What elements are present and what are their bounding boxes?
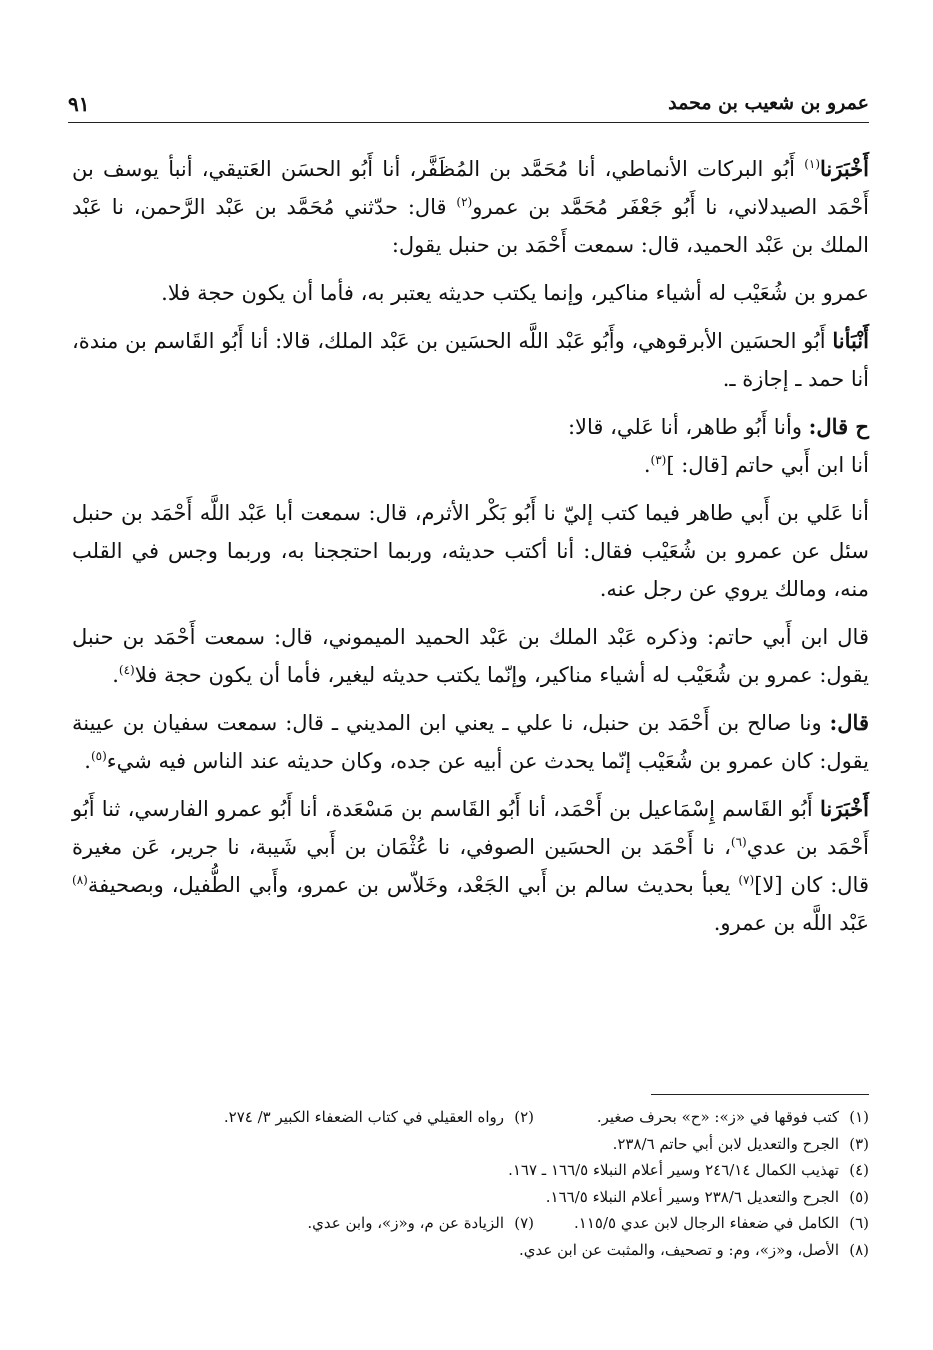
paragraph: [72, 408, 869, 446]
paragraph-text: يعبأ بحديث سالم بن أَبي الجَعْد، وخَلاّس بن عمرو، وأَبي الطُّفيل، وبصحيفة: [87, 873, 739, 897]
lead-word: قال:: [829, 710, 869, 735]
footnote-ref: (٧): [738, 873, 755, 887]
paragraph-text: أَبُو القَاسم إِسْمَاعيل بن أَحْمَد، أنا أَبُو القَاسم بن مَسْعَدة، أنا أَبُو عمرو الفارسي، ثنا أَبُو أَحْمَد بن عدي: [72, 797, 869, 859]
footnote-text: تهذيب الكمال ٢٤٦/١٤ وسير أعلام النبلاء ١٦٦/٥ ـ ١٦٧.: [508, 1161, 839, 1180]
footnote-number: (٨): [849, 1240, 869, 1259]
footnote-ref: (٣): [650, 453, 667, 467]
footnote: [546, 1184, 869, 1211]
lead-word: أَنْبَأنا: [832, 328, 869, 353]
footnote-row: [72, 1184, 869, 1211]
page-number: ٩١: [68, 92, 90, 116]
footnote-ref: (٢): [456, 195, 473, 209]
paragraph-text: قال: حدّثني مُحَمَّد بن عَبْد الرَّحمن، نا عَبْد الملك بن عَبْد الحميد، قال: سمعت أَحْمَد بن حنبل يقول:: [72, 195, 869, 257]
paragraph-text: وأنا أَبُو طاهر، أنا عَلي، قالا:: [567, 415, 809, 439]
footnote-text: الأصل، و«ز»، وم: و تصحيف، والمثبت عن ابن عدي.: [519, 1240, 839, 1259]
footnote-ref: (٤): [118, 663, 135, 677]
footnote-text: الزيادة عن م، و«ز»، وابن عدي.: [307, 1214, 504, 1233]
paragraph-text: .: [84, 749, 91, 773]
main-text: [72, 150, 869, 952]
paragraph: [72, 274, 869, 312]
paragraph-text: عَبْد اللَّه بن عمرو.: [713, 911, 869, 935]
footnote-number: (٣): [849, 1134, 869, 1153]
footnote-row: [72, 1157, 869, 1184]
paragraph-text: .: [643, 453, 651, 477]
paragraph-text: عمرو بن شُعَيْب له أشياء مناكير، وإنما يكتب حديثه يعتبر به، فأما أن يكون حجة فلا.: [161, 281, 869, 305]
footnote-ref: (٨): [72, 873, 88, 887]
paragraph: [72, 790, 869, 942]
paragraph: [72, 322, 869, 398]
paragraph-text: أنا عَلي بن أَبي طاهر فيما كتب إليّ نا أَبُو بَكْر الأثرم، قال: سمعت أبا عَبْد اللَّه أَحْمَد بن حنبل سئل عن عمرو بن شُعَيْب فقال: أنا أكتب حديثه، وربما احتججنا به، وربما وجس في القلب منه، ومالك يروي عن رجل عنه.: [72, 501, 869, 601]
footnote: [224, 1104, 534, 1131]
footnote: [519, 1237, 869, 1264]
lead-word: ح قال:: [808, 414, 869, 439]
footnote-number: (٧): [514, 1214, 534, 1233]
footnote-row: [72, 1237, 869, 1264]
footnote-number: (٦): [849, 1214, 869, 1233]
paragraph: [72, 704, 869, 780]
footnote-text: الجرح والتعديل لابن أبي حاتم ٢٣٨/٦.: [612, 1134, 839, 1153]
footnote-number: (٤): [849, 1161, 869, 1180]
footnote-divider: [651, 1094, 869, 1095]
footnote-ref: (١): [804, 157, 821, 171]
paragraph-text: أنا ابن أَبي حاتم [قال: ]: [666, 453, 869, 477]
footnotes: [72, 1104, 869, 1264]
footnote-row: [72, 1131, 869, 1158]
footnote: [508, 1157, 869, 1184]
paragraph-text: قال ابن أَبي حاتم: وذكره عَبْد الملك بن عَبْد الحميد الميموني، قال: سمعت أَحْمَد بن حنبل يقول: عمرو بن شُعَيْب له أشياء مناكير، وإنّما يكتب حديثه ليغير، فأما أن يكون حجة فلا: [72, 625, 869, 687]
footnote-number: (٥): [849, 1187, 869, 1206]
footnote-number: (٢): [514, 1108, 534, 1126]
paragraph-text: أَبُو البركات الأنماطي، أنا مُحَمَّد بن المُظَفَّر، أنا أَبُو الحسَن العَتيقي، أنبأ يوسف بن أَحْمَد الصيدلاني، نا أَبُو جَعْفَر مُحَمَّد بن عمرو: [72, 157, 869, 219]
footnote-row: [72, 1104, 869, 1131]
footnote-text: رواه العقيلي في كتاب الضعفاء الكبير ٣/ ٢٧٤.: [223, 1108, 504, 1126]
lead-word: أَخْبَرَنا: [820, 156, 869, 181]
page-header: [68, 90, 869, 123]
footnote-ref: (٥): [90, 749, 107, 763]
footnote-text: الجرح والتعديل ٢٣٨/٦ وسير أعلام النبلاء ١٦٦/٥.: [545, 1187, 839, 1206]
footnote: [613, 1131, 869, 1158]
lead-word: أَخْبَرَنا: [820, 796, 869, 821]
footnote-text: الكامل في ضعفاء الرجال لابن عدي ١١٥/٥.: [574, 1214, 839, 1233]
footnote-row: [72, 1210, 869, 1237]
paragraph: [72, 618, 869, 694]
paragraph: [72, 150, 869, 264]
paragraph-text: أَبُو الحسَين الأبرقوهي، وأَبُو عَبْد اللَّه الحسَين بن عَبْد الملك، قالا: أنا أَبُو القَاسم بن مندة، أنا حمد ـ إجازة ـ.: [72, 329, 869, 391]
paragraph: [72, 446, 869, 484]
paragraph-text: .: [112, 663, 119, 687]
footnote: [307, 1210, 534, 1237]
footnote-number: (١): [849, 1108, 869, 1126]
paragraph-text: ونا صالح بن أَحْمَد بن حنبل، نا علي ـ يعني ابن المديني ـ قال: سمعت سفيان بن عيينة يقول: كان عمرو بن شُعَيْب إنّما يحدث عن أبيه عن جده، وكان حديثه عند الناس فيه شيء: [72, 711, 869, 773]
paragraph: [72, 494, 869, 608]
footnote-text: كتب فوقها في «ز»: «ح» بحرف صغير.: [596, 1108, 839, 1126]
footnote-ref: (٦): [730, 835, 747, 849]
running-title: عمرو بن شعيب بن محمد: [668, 92, 869, 114]
paragraph-text: ، نا أَحْمَد بن الحسَين الصوفي، نا عُثْمَان بن أَبي شَيبة، نا جرير، عَن مغيرة قال: كان [لا]: [72, 835, 869, 897]
footnote: [534, 1104, 869, 1131]
footnote: [534, 1210, 869, 1237]
